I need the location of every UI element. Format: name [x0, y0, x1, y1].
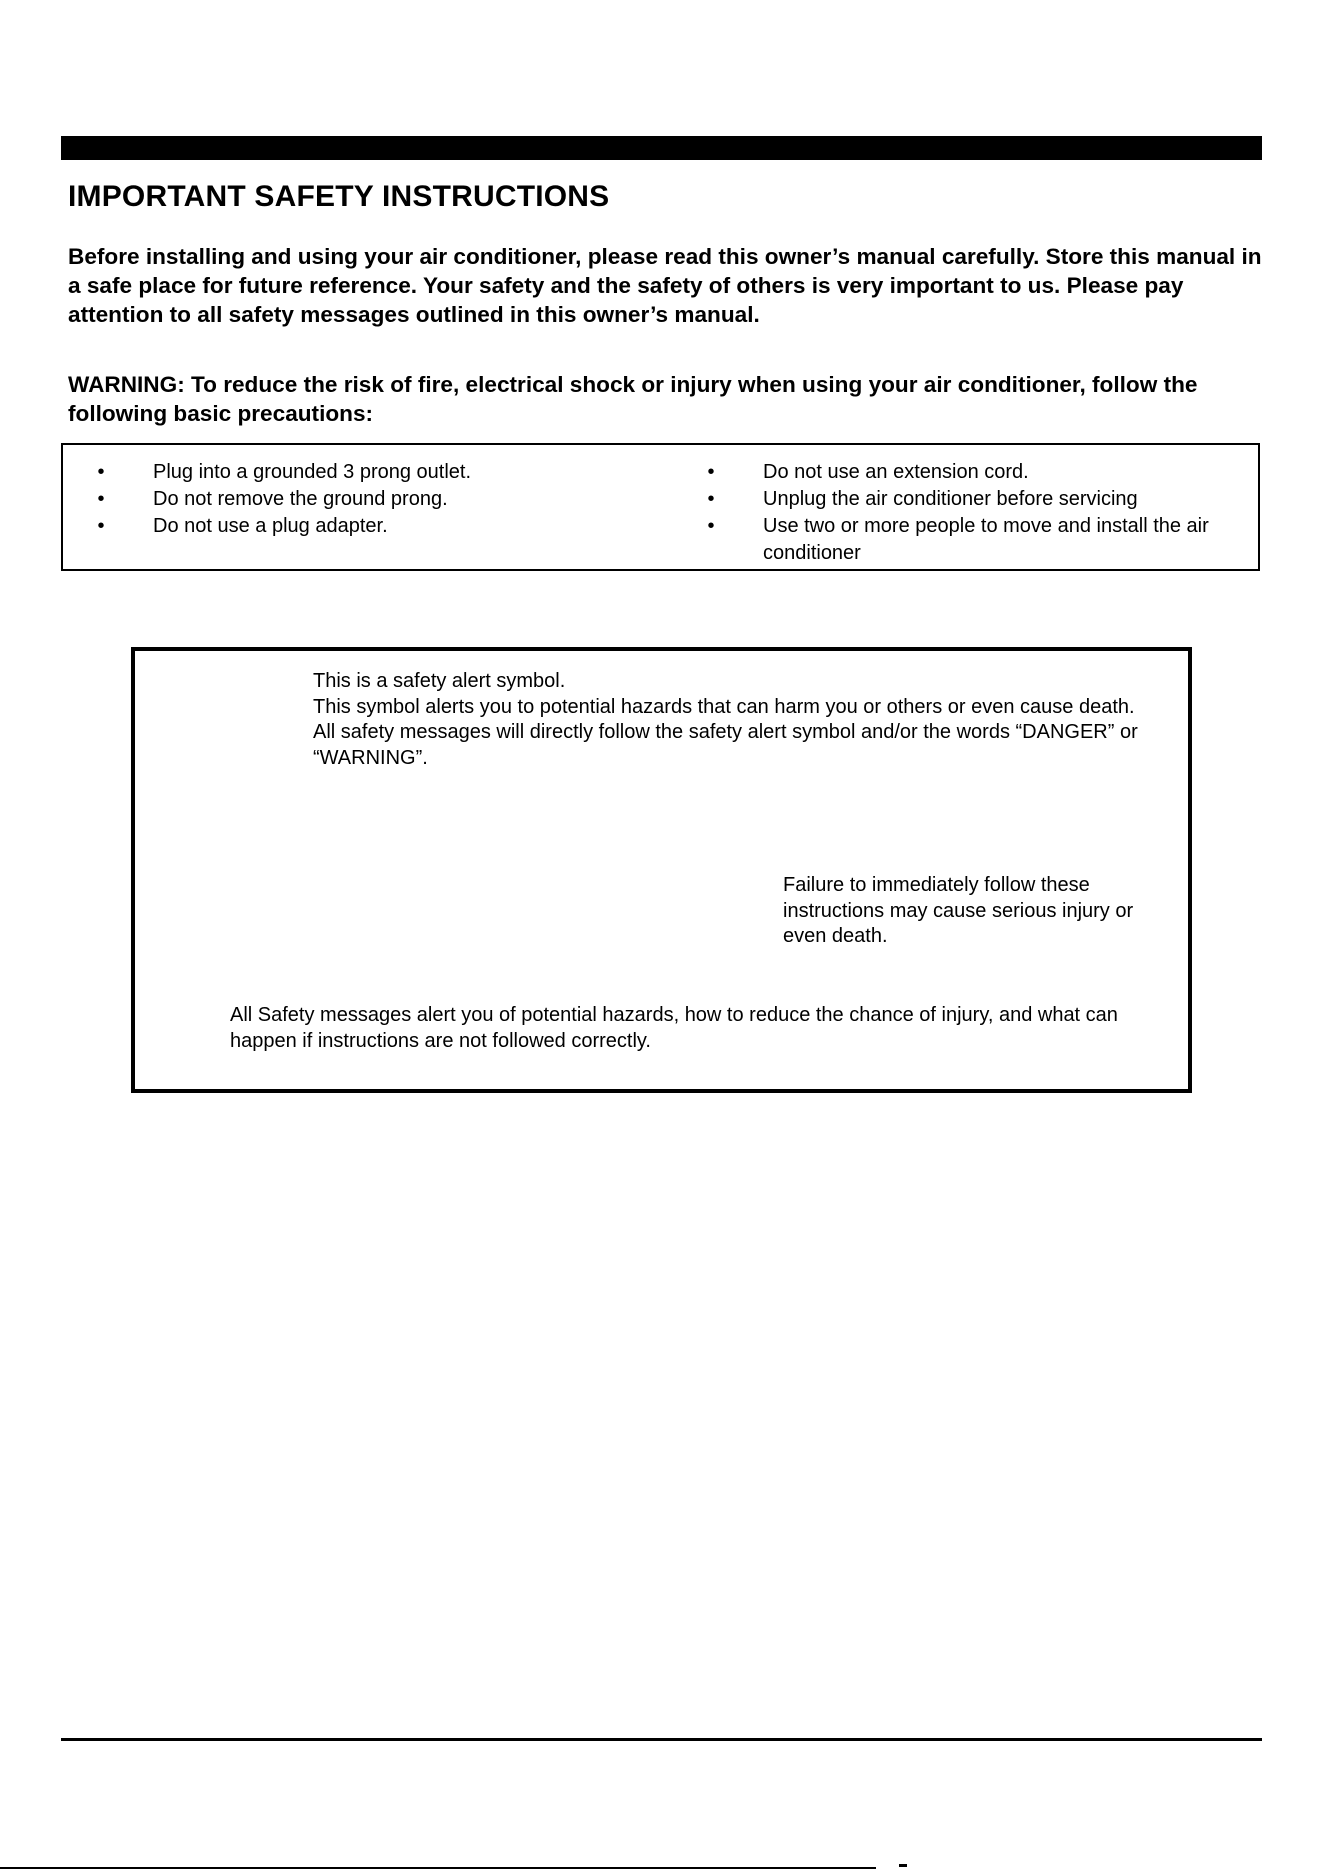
header-bar [61, 136, 1262, 160]
precaution-text: Unplug the air conditioner before servicing [763, 488, 1138, 510]
precaution-text: Do not use a plug adapter. [153, 515, 388, 537]
list-item [701, 486, 1241, 513]
bullet-icon: • [97, 488, 105, 510]
precaution-text: Do not remove the ground prong. [153, 488, 448, 510]
precautions-box [61, 443, 1260, 571]
alert-line: This is a safety alert symbol. [313, 670, 566, 692]
precaution-text: Use two or more people to move and install the air conditioner [763, 515, 1209, 564]
page-edge-line [0, 1867, 876, 1869]
alert-line: All safety messages will directly follow the safety alert symbol and/or the words “DANGER” or “WARNING”. [313, 721, 1138, 769]
precaution-text: Do not use an extension cord. [763, 461, 1029, 483]
page-title: IMPORTANT SAFETY INSTRUCTIONS [68, 180, 610, 213]
bullet-icon: • [707, 461, 715, 483]
footer-rule [61, 1738, 1262, 1741]
list-item [701, 513, 1241, 567]
safety-alert-description [313, 669, 1183, 771]
list-item [91, 513, 651, 540]
safety-summary-text: All Safety messages alert you of potential hazards, how to reduce the chance of injury, and what can happen if instructions are not followed correctly. [230, 1004, 1118, 1052]
precaution-text: Plug into a grounded 3 prong outlet. [153, 461, 472, 483]
list-item [91, 459, 651, 486]
bullet-icon: • [97, 515, 105, 537]
alert-line: This symbol alerts you to potential hazards that can harm you or others or even cause death. [313, 695, 1135, 718]
bullet-icon: • [97, 461, 105, 483]
precautions-list-left [91, 459, 651, 540]
warning-paragraph: WARNING: To reduce the risk of fire, electrical shock or injury when using your air conditioner, follow the following basic precautions: [68, 372, 1198, 426]
precautions-list-right [701, 459, 1241, 567]
intro-paragraph: Before installing and using your air conditioner, please read this owner’s manual carefully. Store this manual in a safe place for future reference. Your safety and the safety of others is very important to us. Please pay attention to all safety messages outlined in this owner’s manual. [68, 244, 1262, 327]
list-item [91, 486, 651, 513]
page-edge-mark [899, 1864, 907, 1867]
bullet-icon: • [707, 488, 715, 510]
safety-alert-box [131, 647, 1192, 1093]
list-item [701, 459, 1241, 486]
failure-warning-text: Failure to immediately follow these instructions may cause serious injury or even death. [783, 874, 1134, 948]
bullet-icon: • [707, 515, 715, 537]
